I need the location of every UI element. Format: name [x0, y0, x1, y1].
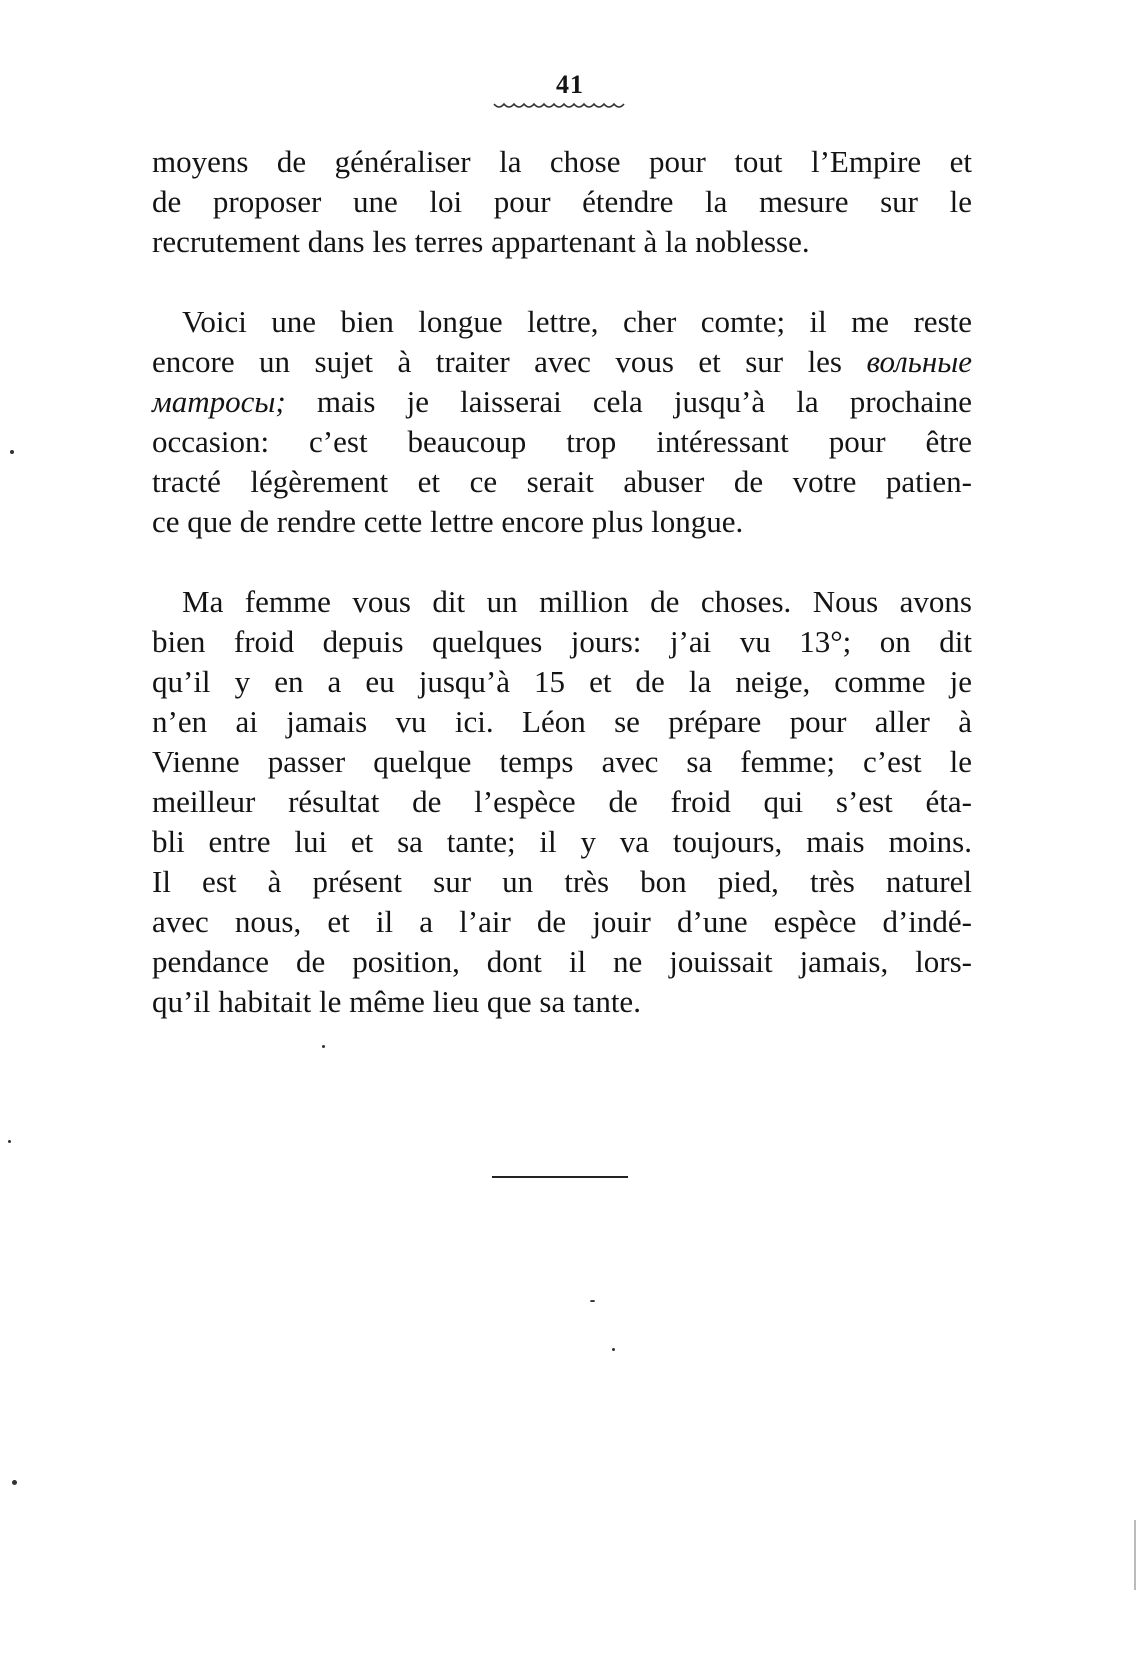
paragraph-3 [152, 582, 972, 1022]
text-line: qu’il y en a eu jusqu’à 15 et de la neige, comme je [152, 664, 972, 699]
page-number: 41 [556, 70, 584, 99]
text-line: avec nous, et il a l’air de jouir d’une espèce d’indé- [152, 904, 972, 939]
scan-speck [612, 1348, 615, 1351]
text-line: Voici une bien longue lettre, cher comte; il me reste [182, 304, 972, 339]
scan-speck [590, 1300, 595, 1302]
cyrillic-term: матросы; [152, 384, 286, 419]
text-line-with-cyrillic [152, 342, 972, 382]
text-line: tracté légèrement et ce serait abuser de votre patien- [152, 464, 972, 499]
text-line: de proposer une loi pour étendre la mesure sur le [152, 184, 972, 219]
text-line: occasion: c’est beaucoup trop intéressant pour être [152, 424, 972, 459]
text-segment: encore un sujet à traiter avec vous et sur les [152, 344, 842, 379]
text-line: pendance de position, dont il ne jouissait jamais, lors- [152, 944, 972, 979]
text-line: n’en ai jamais vu ici. Léon se prépare pour aller à [152, 704, 972, 739]
page-number-ornament [492, 98, 632, 112]
text-line: moyens de généraliser la chose pour tout l’Empire et [152, 144, 972, 179]
text-segment: mais je laisserai cela jusqu’à la prochaine [316, 384, 973, 419]
text-line: bli entre lui et sa tante; il y va toujours, mais moins. [152, 824, 972, 859]
text-line: Il est à présent sur un très bon pied, très naturel [152, 864, 972, 899]
scan-speck [12, 1480, 17, 1485]
scan-speck [322, 1045, 325, 1048]
text-line: Ma femme vous dit un million de choses. Nous avons [182, 584, 972, 619]
text-line: bien froid depuis quelques jours: j’ai vu 13°; on dit [152, 624, 972, 659]
scan-speck [1134, 1520, 1136, 1590]
text-line: qu’il habitait le même lieu que sa tante. [152, 984, 641, 1019]
cyrillic-term: вольные [866, 344, 972, 379]
text-line-with-cyrillic [152, 382, 972, 422]
end-rule [492, 1176, 628, 1178]
text-line: recrutement dans les terres appartenant à la noblesse. [152, 224, 810, 259]
text-line: meilleur résultat de l’espèce de froid qui s’est éta- [152, 784, 972, 819]
scan-speck [8, 1140, 11, 1143]
scan-speck [10, 450, 14, 454]
text-line: ce que de rendre cette lettre encore plus longue. [152, 504, 744, 539]
paragraph-2 [152, 302, 972, 542]
paragraph-1 [152, 142, 972, 262]
text-line: Vienne passer quelque temps avec sa femme; c’est le [152, 744, 972, 779]
body-text [152, 142, 972, 1022]
